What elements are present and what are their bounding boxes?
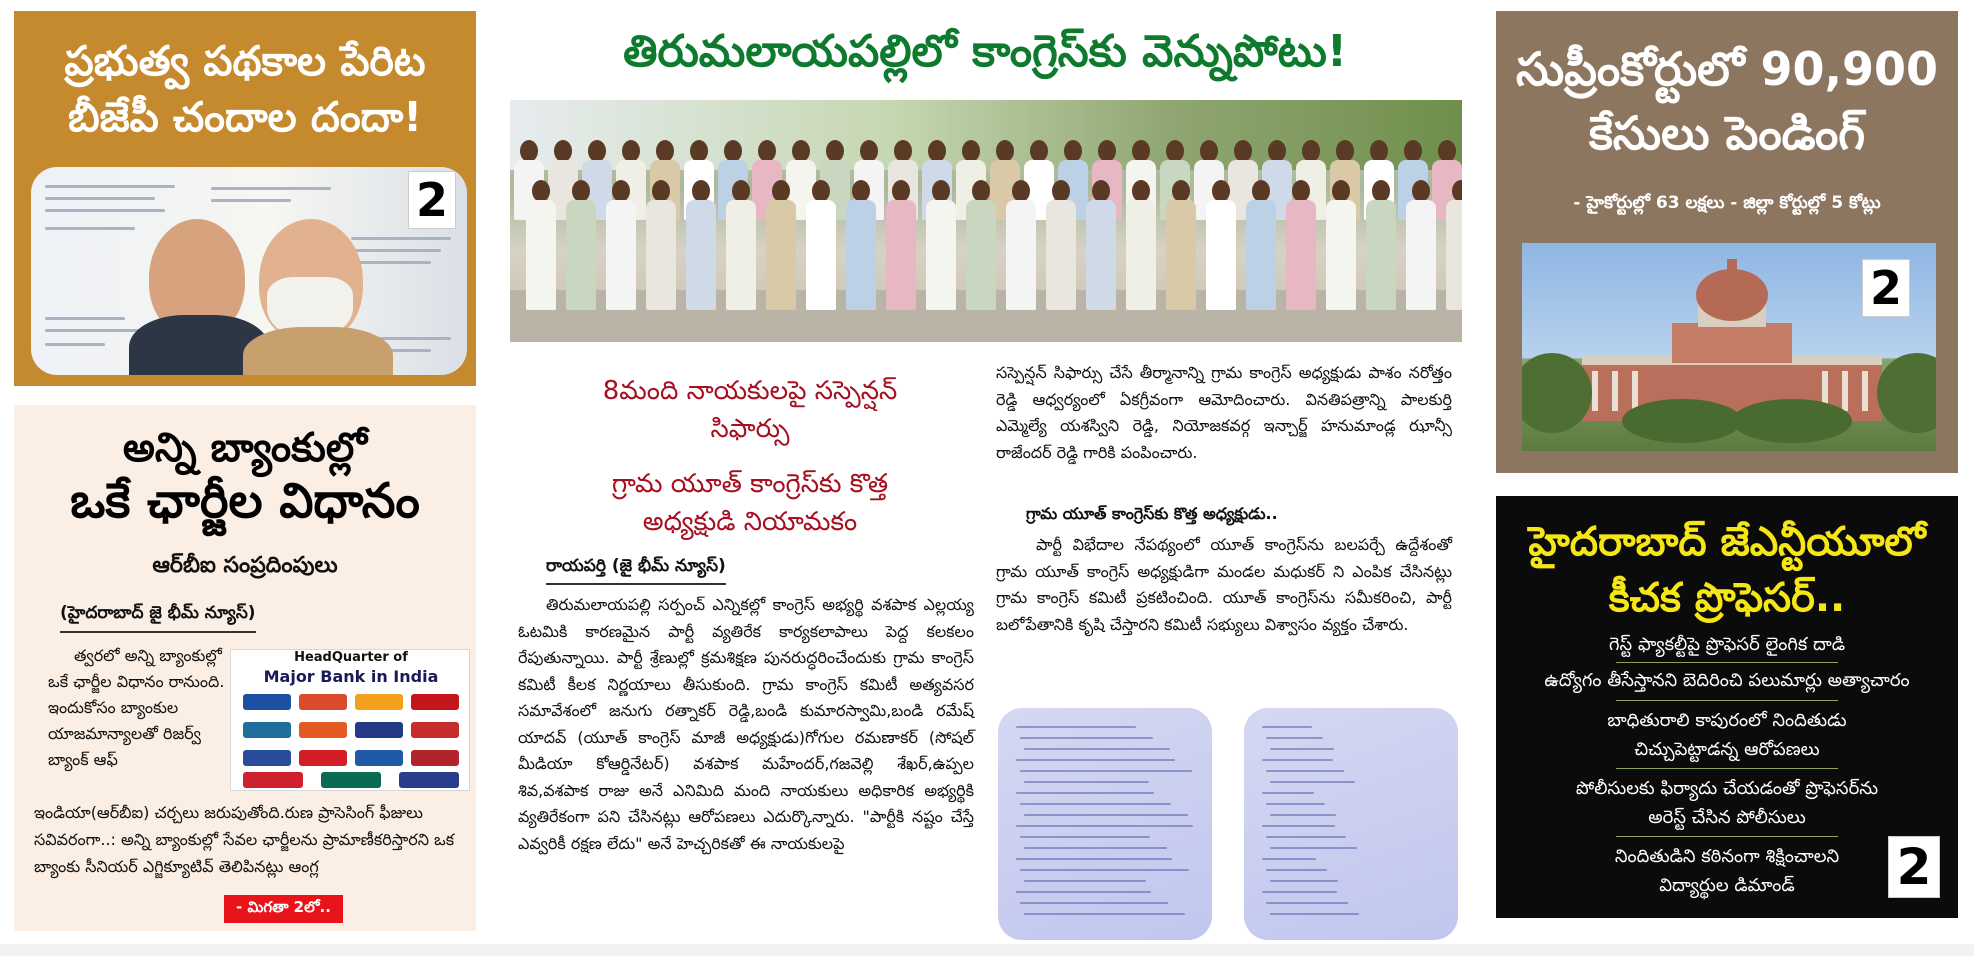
bank-body-part1: త్వరలో అన్ని బ్యాంకుల్లో ఒకే ఛార్జీల విధానం రానుంది. ఇందుకోసం బ్యాంకుల యాజమాన్యాలతో రిజర్వ్ బ్యాంక్ ఆఫ్ <box>48 646 225 769</box>
page-ref-badge: 2 <box>1888 836 1940 898</box>
jntu-line-3: బాధితురాలి కాపురంలో నిందితుడు <box>1607 710 1847 731</box>
bank-subhead: ఆర్‌బీఐ సంప్రదింపులు <box>152 553 338 578</box>
supreme-court-subline: - హైకోర్టుల్లో 63 లక్షలు - జిల్లా కోర్టుల్లో 5 కోట్లు <box>1573 193 1881 213</box>
main-headline[interactable]: తిరుమలాయపల్లిలో కాంగ్రెస్‌కు వెన్నుపోటు! <box>623 26 1347 77</box>
bank-image-heading: HeadQuarter of <box>294 650 408 665</box>
bank-headline-line2: ఒకే ఛార్జీల విధానం <box>70 473 420 529</box>
bank-headquarters-image <box>230 649 470 791</box>
center-col2-subhead: గ్రామ యూత్ కాంగ్రెస్‌కు కొత్త అధ్యక్షుడు.. <box>1026 504 1278 523</box>
page-ref-badge: 2 <box>1862 259 1910 317</box>
bank-story-box[interactable] <box>14 405 476 931</box>
jntu-line-6: అరెస్ట్ చేసిన పోలీసులు <box>1648 807 1806 828</box>
bank-image-title: Major Bank in India <box>263 667 439 686</box>
jntu-line-5: పోలీసులకు ఫిర్యాదు చేయడంతో ప్రొఫెసర్‌ను <box>1575 778 1879 799</box>
supreme-court-story-box[interactable] <box>1496 11 1958 473</box>
jntu-line-1: గెస్ట్ ఫ్యాకల్టీపై ప్రొఫెసర్ లైంగిక దాడి <box>1608 634 1846 655</box>
center-body: తిరుమలాయపల్లి సర్పంచ్ ఎన్నికల్లో కాంగ్రెస్ అభ్యర్థి వశపాక ఎల్లయ్య ఓటమికి కారణమైన పార్టీ వ్యతిరేక కార్యకలాపాలు పెద్ద కలకలం రేపుతున్నాయి. పార్టీ శ్రేణుల్లో క్రమశిక్షణ పునరుద్ధరించేందుకు గ్రామ కాంగ్రెస్ కమిటీ కీలక నిర్ణయాలు తీసుకుంది. గ్రామ కాంగ్రెస్ కమిటీ అత్యవసర సమావేశంలో జనుగు రత్నాకర్ రెడ్డి,బండి కుమారస్వామి,బండి రమేష్ యాదవ్ (యూత్ కాంగ్రెస్ మాజీ అధ్యక్షుడు)గోగుల రమణాకర్ (సోషల్ మీడియా కోఆర్డినేటర్) వశపాక మహేందర్,గజవెల్లి శేఖర్,ఉప్పల శివ,వశపాక రాజు అనే ఎనిమిది మంది నాయకులు అధికారిక అభ్యర్థికి వ్యతిరేకంగా పని చేసినట్లు ఆరోపణలు ఎదుర్కొన్నారు. "పార్టీకి నష్టం చేస్తే ఎవ్వరికీ రక్షణ లేదు" అనే హెచ్చరికతో ఈ నాయకులపై <box>518 595 974 853</box>
jntu-line-4: చిచ్చుపెట్టాడన్న ఆరోపణలు <box>1634 739 1820 760</box>
subheadline-youth-congress: గ్రామ యూత్ కాంగ్రెస్‌కు కొత్త అధ్యక్షుడి నియామకం <box>611 469 889 537</box>
center-byline: రాయపర్తి (జై భీమ్ న్యూస్) <box>546 556 726 585</box>
bjp-leaders-photo <box>31 167 467 375</box>
jntu-line-7: నిందితుడిని కఠినంగా శిక్షించాలని <box>1614 846 1840 867</box>
center-body-col2-part2: పార్టీ విభేదాల నేపథ్యంలో యూత్ కాంగ్రెస్‌ను బలపర్చే ఉద్దేశంతో గ్రామ యూత్ కాంగ్రెస్ అధ్యక్షుడిగా మండల మధుకర్ ని ఎంపిక చేసినట్లు గ్రామ కాంగ్రెస్ కమిటీ ప్రకటించింది. యూత్ కాంగ్రెస్‌ను సమీకరించి, పార్టీ బలోపేతానికి కృషి చేస్తారని కమిటీ సభ్యులు విశ్వాసం వ్యక్తం చేశారు. <box>996 535 1452 634</box>
subheadline-suspension: 8మంది నాయకులపై సస్పెన్షన్ సిఫార్సు <box>602 376 898 444</box>
continued-link[interactable]: - మిగతా 2లో.. <box>224 895 343 923</box>
congress-group-photo <box>510 100 1462 342</box>
jntu-headline: హైదరాబాద్ జేఎన్టీయూలో కీచక ప్రొఫెసర్.. <box>1528 519 1926 621</box>
bjp-headline: ప్రభుత్వ పథకాల పేరిట బీజేపీ చందాల దందా! <box>64 37 426 141</box>
supreme-court-headline: సుప్రీంకోర్టులో 90,900 కేసులు పెండింగ్ <box>1515 42 1938 160</box>
center-body-col2-part1: సస్పెన్షన్ సిఫార్సు చేసే తీర్మానాన్ని గ్రామ కాంగ్రెస్ అధ్యక్షుడు పాశం నరోత్తం రెడ్డి ఆధ్వర్యంలో ఏకగ్రీవంగా ఆమోదించారు. వినతిపత్రాన్ని పాలకుర్తి ఎమ్మెల్యే యశస్విని రెడ్డి, నియోజకవర్గ ఇన్చార్జ్ హనుమాండ్ల ఝాన్సీ రాజేందర్ రెడ్డి గారికి పంపించారు. <box>996 363 1452 462</box>
bank-byline: (హైదరాబాద్ జై భీమ్ న్యూస్) <box>60 603 256 633</box>
jntu-story-box[interactable] <box>1496 496 1958 918</box>
bjp-story-box[interactable] <box>14 11 476 386</box>
resolution-letter-image-2 <box>1244 708 1458 940</box>
resolution-letter-image-1 <box>998 708 1212 940</box>
bank-headline-line1: అన్ని బ్యాంకుల్లో <box>122 425 368 471</box>
jntu-line-8: విద్యార్థుల డిమాండ్ <box>1659 875 1795 896</box>
bank-body-part2: ఇండియా(ఆర్‌బీఐ) చర్చలు జరుపుతోంది.రుణ ప్రాసెసింగ్ ఫీజులు సవివరంగా..: అన్ని బ్యాంకుల్లో సేవల ఛార్జీలను ప్రామాణీకరిస్తారని ఒక బ్యాంకు సీనియర్ ఎగ్జిక్యూటివ్ తెలిపినట్లు ఆంగ్ల <box>34 803 455 876</box>
page-bottom-strip <box>0 944 1974 956</box>
jntu-line-2: ఉద్యోగం తీసేస్తానని బెదిరించి పలుమార్లు అత్యాచారం <box>1544 670 1910 691</box>
page-ref-badge: 2 <box>408 171 456 229</box>
